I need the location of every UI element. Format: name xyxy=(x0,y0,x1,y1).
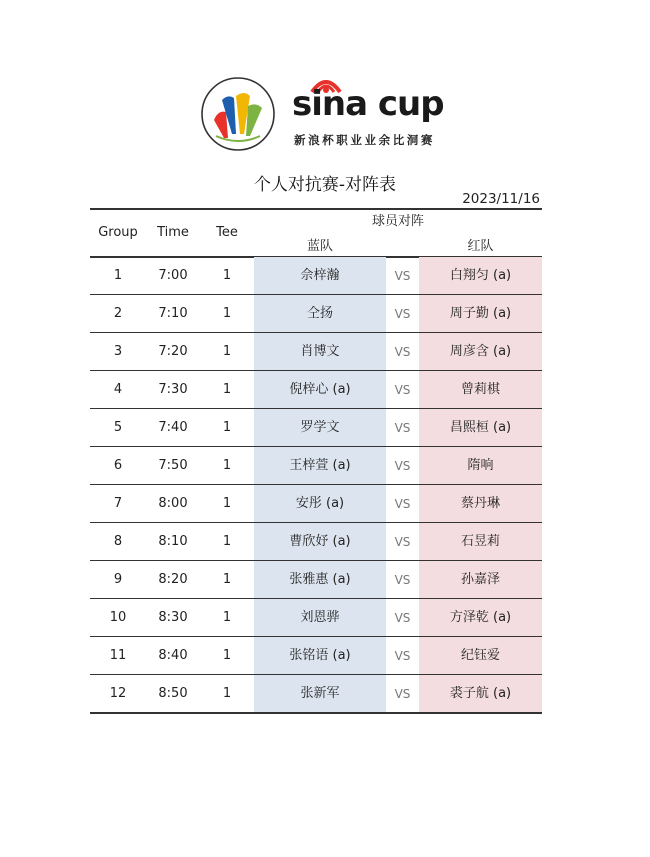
cell-tee: 1 xyxy=(222,344,232,359)
golf-clubs-logo-icon xyxy=(200,76,276,152)
header-time: Time xyxy=(157,225,189,240)
table-row xyxy=(90,333,542,371)
cell-group: 11 xyxy=(109,648,127,663)
cell-red-player: 纪钰爱 xyxy=(419,637,542,675)
brand-name: sina cup xyxy=(292,84,444,124)
cell-vs: VS xyxy=(394,535,411,549)
cell-vs: VS xyxy=(394,269,411,283)
cell-time: 7:30 xyxy=(158,382,188,397)
cell-time: 7:10 xyxy=(158,306,188,321)
table-row xyxy=(90,409,542,447)
cell-blue-player: 刘恩骅 xyxy=(254,599,386,637)
table-row xyxy=(90,599,542,637)
cell-vs: VS xyxy=(394,383,411,397)
cell-vs: VS xyxy=(394,649,411,663)
cell-group: 9 xyxy=(113,572,123,587)
header-red-team: 红队 xyxy=(467,239,494,254)
cell-red-player: 白翔匀 (a) xyxy=(419,257,542,295)
cell-time: 8:00 xyxy=(158,496,188,511)
cell-vs: VS xyxy=(394,687,411,701)
brand-subtitle: 新浪杯职业业余比洞赛 xyxy=(294,133,435,147)
page-title: 个人对抗赛-对阵表 xyxy=(253,175,397,195)
header-group: Group xyxy=(98,225,138,240)
cell-blue-player: 王梓萱 (a) xyxy=(254,447,386,485)
cell-tee: 1 xyxy=(222,534,232,549)
table-row xyxy=(90,257,542,295)
cell-vs: VS xyxy=(394,611,411,625)
table-row xyxy=(90,523,542,561)
cell-blue-player: 罗学文 xyxy=(254,409,386,447)
cell-tee: 1 xyxy=(222,458,232,473)
cell-vs: VS xyxy=(394,307,411,321)
row-divider xyxy=(90,712,542,714)
cell-group: 10 xyxy=(109,610,127,625)
cell-vs: VS xyxy=(394,421,411,435)
cell-vs: VS xyxy=(394,497,411,511)
cell-vs: VS xyxy=(394,345,411,359)
cell-time: 8:30 xyxy=(158,610,188,625)
cell-red-player: 周子勤 (a) xyxy=(419,295,542,333)
cell-tee: 1 xyxy=(222,268,232,283)
cell-blue-player: 张铭语 (a) xyxy=(254,637,386,675)
cell-tee: 1 xyxy=(222,420,232,435)
header-blue-team: 蓝队 xyxy=(306,239,333,254)
cell-time: 8:10 xyxy=(158,534,188,549)
cell-time: 7:50 xyxy=(158,458,188,473)
table-row xyxy=(90,561,542,599)
cell-group: 7 xyxy=(113,496,123,511)
cell-blue-player: 安彤 (a) xyxy=(254,485,386,523)
cell-blue-player: 佘梓瀚 xyxy=(254,257,386,295)
cell-group: 5 xyxy=(113,420,123,435)
cell-red-player: 方泽乾 (a) xyxy=(419,599,542,637)
date-label: 2023/11/16 xyxy=(462,191,540,207)
header-matchup: 球员对阵 xyxy=(371,214,424,229)
sina-cup-logo xyxy=(200,70,460,160)
table-row xyxy=(90,637,542,675)
cell-group: 3 xyxy=(113,344,123,359)
cell-vs: VS xyxy=(394,459,411,473)
cell-red-player: 曾莉棋 xyxy=(419,371,542,409)
cell-red-player: 隋响 xyxy=(419,447,542,485)
cell-group: 6 xyxy=(113,458,123,473)
table-row xyxy=(90,675,542,713)
cell-blue-player: 肖博文 xyxy=(254,333,386,371)
cell-tee: 1 xyxy=(222,686,232,701)
cell-blue-player: 张新军 xyxy=(254,675,386,713)
cell-tee: 1 xyxy=(222,496,232,511)
cell-time: 8:20 xyxy=(158,572,188,587)
cell-vs: VS xyxy=(394,573,411,587)
cell-tee: 1 xyxy=(222,610,232,625)
cell-time: 8:50 xyxy=(158,686,188,701)
cell-blue-player: 张雅惠 (a) xyxy=(254,561,386,599)
cell-group: 12 xyxy=(109,686,127,701)
table-row xyxy=(90,447,542,485)
table-row xyxy=(90,485,542,523)
cell-group: 2 xyxy=(113,306,123,321)
cell-time: 7:20 xyxy=(158,344,188,359)
cell-tee: 1 xyxy=(222,572,232,587)
table-row xyxy=(90,371,542,409)
cell-time: 7:00 xyxy=(158,268,188,283)
cell-red-player: 蔡丹琳 xyxy=(419,485,542,523)
cell-blue-player: 曹欣妤 (a) xyxy=(254,523,386,561)
cell-time: 8:40 xyxy=(158,648,188,663)
cell-red-player: 裘子航 (a) xyxy=(419,675,542,713)
cell-red-player: 昌熙桓 (a) xyxy=(419,409,542,447)
cell-red-player: 石昱莉 xyxy=(419,523,542,561)
cell-blue-player: 倪梓心 (a) xyxy=(254,371,386,409)
cell-tee: 1 xyxy=(222,648,232,663)
header-tee: Tee xyxy=(216,225,238,240)
table-row xyxy=(90,295,542,333)
cell-group: 8 xyxy=(113,534,123,549)
cell-blue-player: 仝扬 xyxy=(254,295,386,333)
cell-tee: 1 xyxy=(222,382,232,397)
cell-time: 7:40 xyxy=(158,420,188,435)
cell-red-player: 周彦含 (a) xyxy=(419,333,542,371)
cell-group: 1 xyxy=(113,268,123,283)
cell-tee: 1 xyxy=(222,306,232,321)
cell-red-player: 孙嘉泽 xyxy=(419,561,542,599)
cell-group: 4 xyxy=(113,382,123,397)
